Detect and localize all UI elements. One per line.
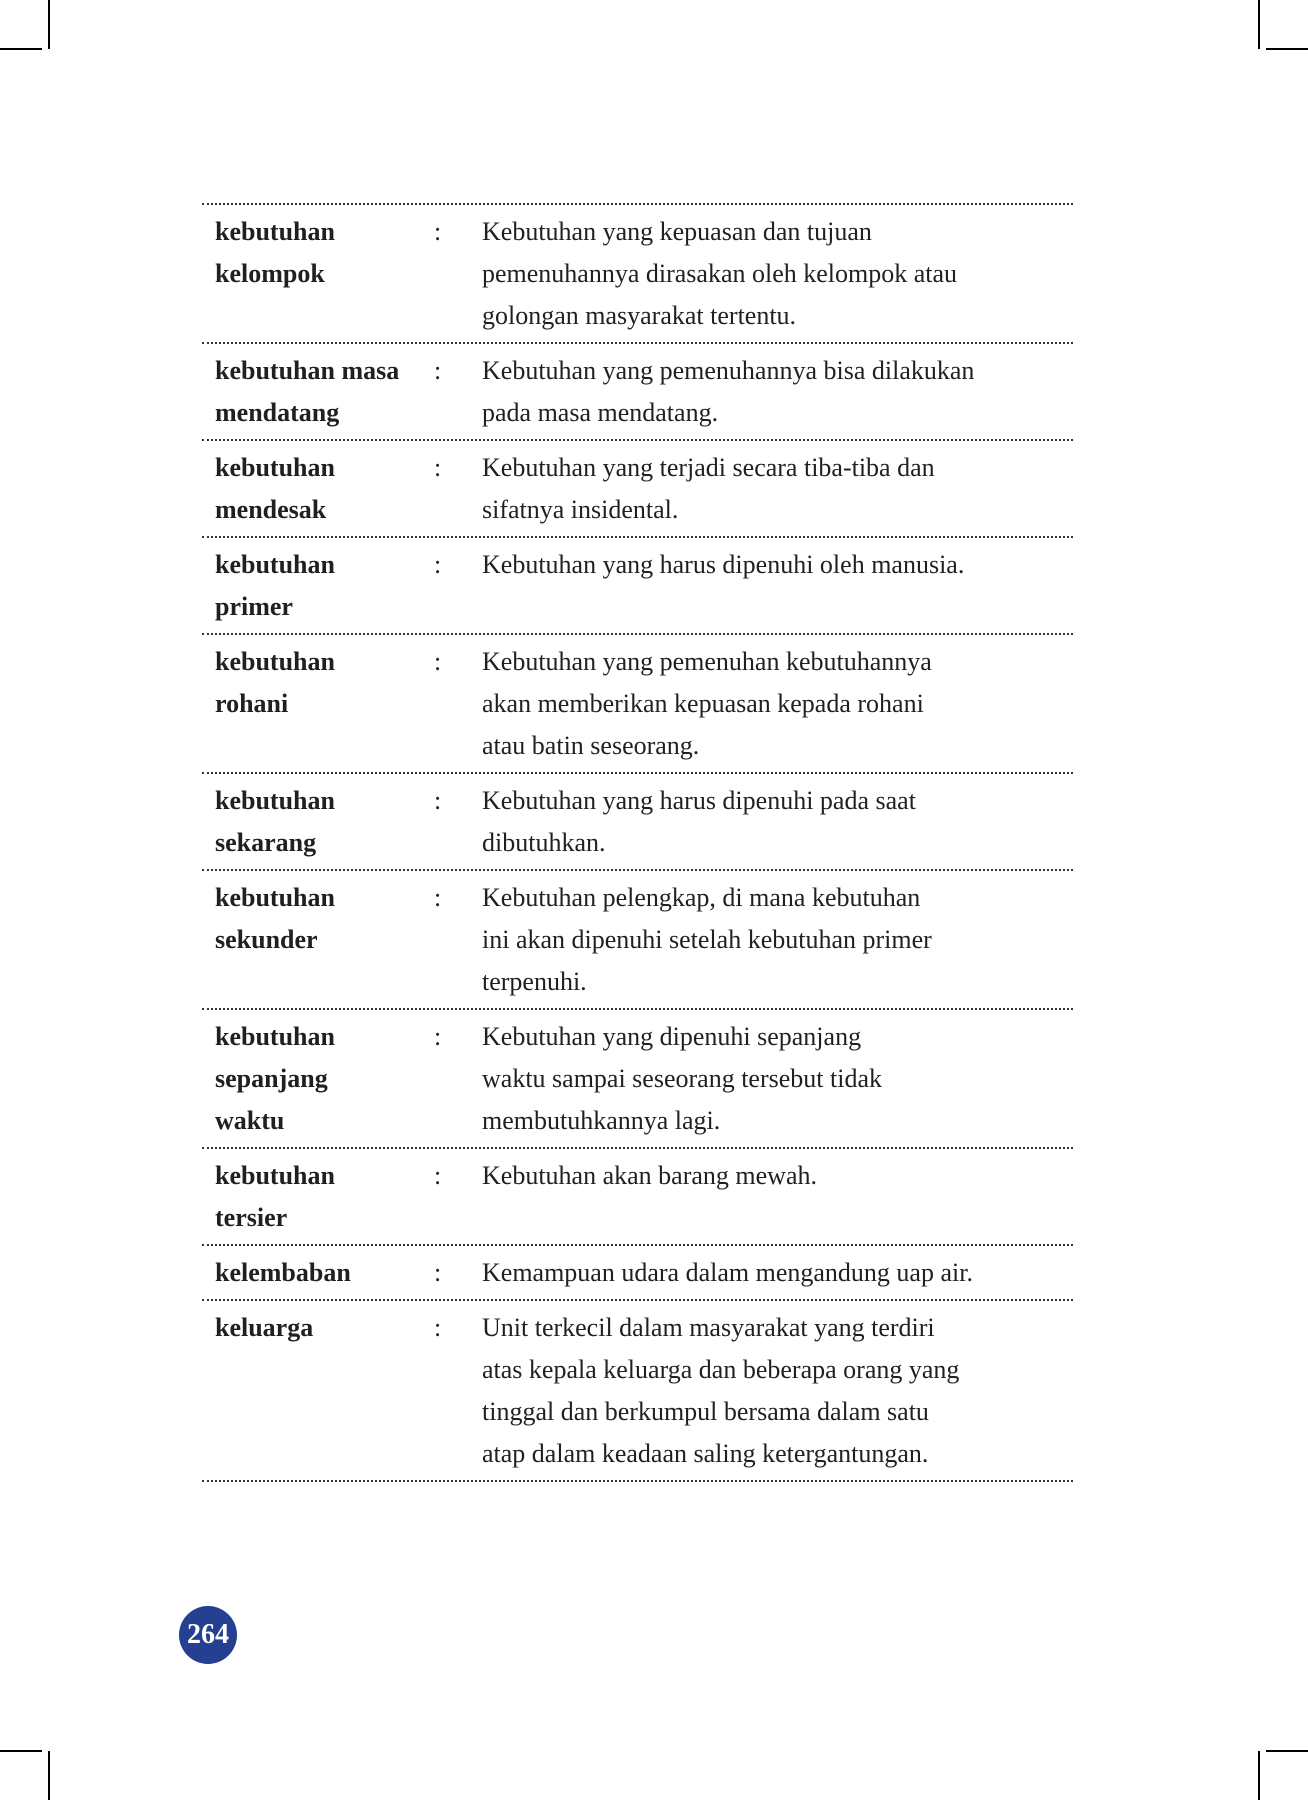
definition-line: Kebutuhan yang terjadi secara tiba-tiba dan: [482, 453, 935, 482]
crop-mark: [48, 1751, 50, 1800]
glossary-entry: [202, 344, 1073, 441]
definition-line: Kebutuhan pelengkap, di mana kebutuhan: [482, 883, 921, 912]
glossary-definition: [482, 641, 1073, 767]
crop-mark: [48, 0, 50, 49]
glossary-entry: [202, 1301, 1073, 1482]
glossary-term: [202, 1155, 434, 1239]
separator: :: [434, 647, 442, 676]
glossary-entry: [202, 635, 1073, 774]
crop-mark: [1258, 1751, 1260, 1800]
term-line: sepanjang: [215, 1064, 328, 1093]
definition-line: sifatnya insidental.: [482, 495, 679, 524]
definition-line: pemenuhannya dirasakan oleh kelompok atau: [482, 259, 958, 288]
glossary-term: [202, 780, 434, 864]
glossary-definition: [482, 447, 1073, 531]
glossary-entry: [202, 774, 1073, 871]
term-line: primer: [215, 592, 293, 621]
definition-line: Kebutuhan yang pemenuhan kebutuhannya: [482, 647, 932, 676]
separator: :: [434, 1161, 442, 1190]
definition-line: Unit terkecil dalam masyarakat yang terdiri: [482, 1313, 935, 1342]
glossary-entry: [202, 1010, 1073, 1149]
glossary-definition: [482, 877, 1073, 1003]
term-line: waktu: [215, 1106, 285, 1135]
term-line: rohani: [215, 689, 289, 718]
glossary-term: [202, 447, 434, 531]
definition-line: membutuhkannya lagi.: [482, 1106, 721, 1135]
definition-line: dibutuhkan.: [482, 828, 606, 857]
separator: :: [434, 786, 442, 815]
crop-mark: [1266, 48, 1308, 50]
definition-line: Kebutuhan yang harus dipenuhi oleh manusia.: [482, 550, 965, 579]
definition-line: ini akan dipenuhi setelah kebutuhan primer: [482, 925, 932, 954]
crop-mark: [1258, 0, 1260, 49]
glossary-entry: [202, 1149, 1073, 1246]
glossary-definition: [482, 1155, 1073, 1239]
separator: :: [434, 453, 442, 482]
separator: :: [434, 1022, 442, 1051]
definition-line: akan memberikan kepuasan kepada rohani: [482, 689, 924, 718]
definition-line: waktu sampai seseorang tersebut tidak: [482, 1064, 882, 1093]
term-line: kebutuhan: [215, 217, 335, 246]
definition-line: Kebutuhan akan barang mewah.: [482, 1161, 817, 1190]
glossary-entry: [202, 205, 1073, 344]
separator: :: [434, 1313, 442, 1342]
glossary-term: [202, 1307, 434, 1475]
term-line: tersier: [215, 1203, 288, 1232]
page-number-badge: 264: [179, 1606, 237, 1664]
definition-line: golongan masyarakat tertentu.: [482, 301, 797, 330]
glossary-definition: [482, 350, 1073, 434]
term-line: kebutuhan: [215, 883, 335, 912]
definition-line: pada masa mendatang.: [482, 398, 719, 427]
crop-mark: [1266, 1750, 1308, 1752]
glossary-definition: [482, 544, 1073, 628]
glossary-term: [202, 350, 434, 434]
separator: :: [434, 1258, 442, 1287]
glossary-term: [202, 1016, 434, 1142]
term-line: sekarang: [215, 828, 317, 857]
crop-mark: [0, 48, 42, 50]
glossary-entry: [202, 441, 1073, 538]
glossary-term: [202, 1252, 434, 1294]
term-line: kebutuhan: [215, 550, 335, 579]
term-line: kebutuhan: [215, 647, 335, 676]
glossary-term: [202, 641, 434, 767]
separator: :: [434, 356, 442, 385]
definition-line: atap dalam keadaan saling ketergantungan.: [482, 1439, 929, 1468]
definition-line: Kebutuhan yang dipenuhi sepanjang: [482, 1022, 862, 1051]
separator: :: [434, 883, 442, 912]
term-line: kebutuhan: [215, 1161, 335, 1190]
definition-line: tinggal dan berkumpul bersama dalam satu: [482, 1397, 929, 1426]
glossary-entry: [202, 538, 1073, 635]
separator: :: [434, 217, 442, 246]
glossary-term: [202, 211, 434, 337]
term-line: keluarga: [215, 1313, 314, 1342]
definition-line: Kebutuhan yang pemenuhannya bisa dilakukan: [482, 356, 975, 385]
term-line: kebutuhan masa: [215, 356, 400, 385]
glossary-definition: [482, 1307, 1073, 1475]
crop-mark: [0, 1750, 42, 1752]
definition-line: Kebutuhan yang harus dipenuhi pada saat: [482, 786, 916, 815]
definition-line: atau batin seseorang.: [482, 731, 700, 760]
definition-line: Kemampuan udara dalam mengandung uap air.: [482, 1258, 973, 1287]
term-line: mendesak: [215, 495, 327, 524]
glossary-definition: [482, 780, 1073, 864]
term-line: kelembaban: [215, 1258, 351, 1287]
definition-line: Kebutuhan yang kepuasan dan tujuan: [482, 217, 872, 246]
term-line: mendatang: [215, 398, 340, 427]
definition-line: terpenuhi.: [482, 967, 587, 996]
glossary-definition: [482, 1252, 1073, 1294]
separator: :: [434, 550, 442, 579]
glossary-entry: [202, 871, 1073, 1010]
term-line: sekunder: [215, 925, 318, 954]
glossary-entry: [202, 1246, 1073, 1301]
glossary-table: [202, 203, 1073, 1482]
term-line: kebutuhan: [215, 453, 335, 482]
term-line: kebutuhan: [215, 786, 335, 815]
term-line: kebutuhan: [215, 1022, 335, 1051]
glossary-definition: [482, 211, 1073, 337]
glossary-definition: [482, 1016, 1073, 1142]
glossary-term: [202, 544, 434, 628]
term-line: kelompok: [215, 259, 325, 288]
definition-line: atas kepala keluarga dan beberapa orang yang: [482, 1355, 960, 1384]
glossary-term: [202, 877, 434, 1003]
